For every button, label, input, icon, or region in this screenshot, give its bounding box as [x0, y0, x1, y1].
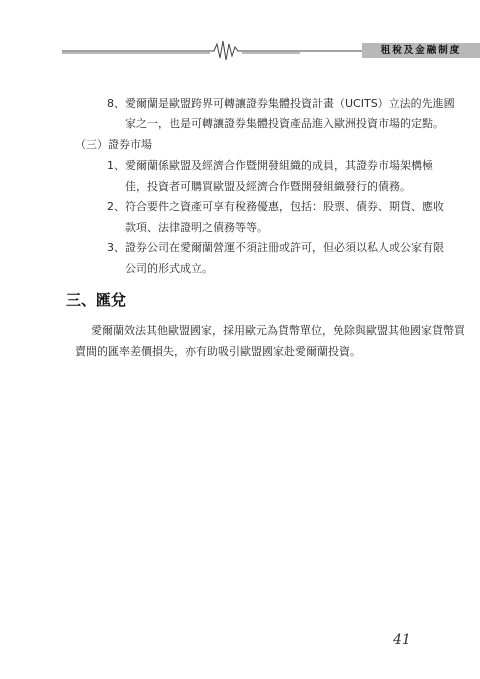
securities-item-2-line-1: 2、符合要件之資產可享有稅務優惠，包括：股票、債券、期貨、應收 — [107, 200, 444, 213]
securities-item-3-line-2: 公司的形式成立。 — [125, 262, 213, 275]
securities-item-2-line-2: 款項、法律證明之債務等等。 — [125, 221, 268, 234]
exchange-paragraph-line-2: 賣間的匯率差價損失，亦有助吸引歐盟國家赴愛爾蘭投資。 — [75, 345, 361, 358]
securities-item-1-line-2: 佳，投資者可購買歐盟及經濟合作暨開發組織發行的債務。 — [125, 180, 411, 193]
page-number: 41 — [393, 632, 411, 648]
page-header — [62, 36, 462, 62]
exchange-paragraph-line-1: 愛爾蘭效法其他歐盟國家，採用歐元為貨幣單位，免除與歐盟其他國家貨幣買 — [91, 324, 465, 337]
header-title: 租稅及金融制度 — [380, 45, 462, 56]
securities-heading: （三）證券市場 — [75, 138, 152, 151]
item-8-line-1: 8、愛爾蘭是歐盟跨界可轉讓證券集體投資計畫（UCITS）立法的先進國 — [107, 97, 455, 110]
section-heading-exchange: 三、匯兌 — [66, 291, 127, 309]
header-title-box — [362, 43, 480, 58]
securities-item-1-line-1: 1、愛爾蘭係歐盟及經濟合作暨開發組織的成員，其證券市場架構極 — [107, 159, 433, 172]
item-8-line-2: 家之一，也是可轉讓證券集體投資產品進入歐洲投資市場的定點。 — [125, 117, 444, 130]
securities-item-3-line-1: 3、證券公司在愛爾蘭營運不須註冊或許可，但必須以私人或公家有限 — [107, 241, 444, 254]
